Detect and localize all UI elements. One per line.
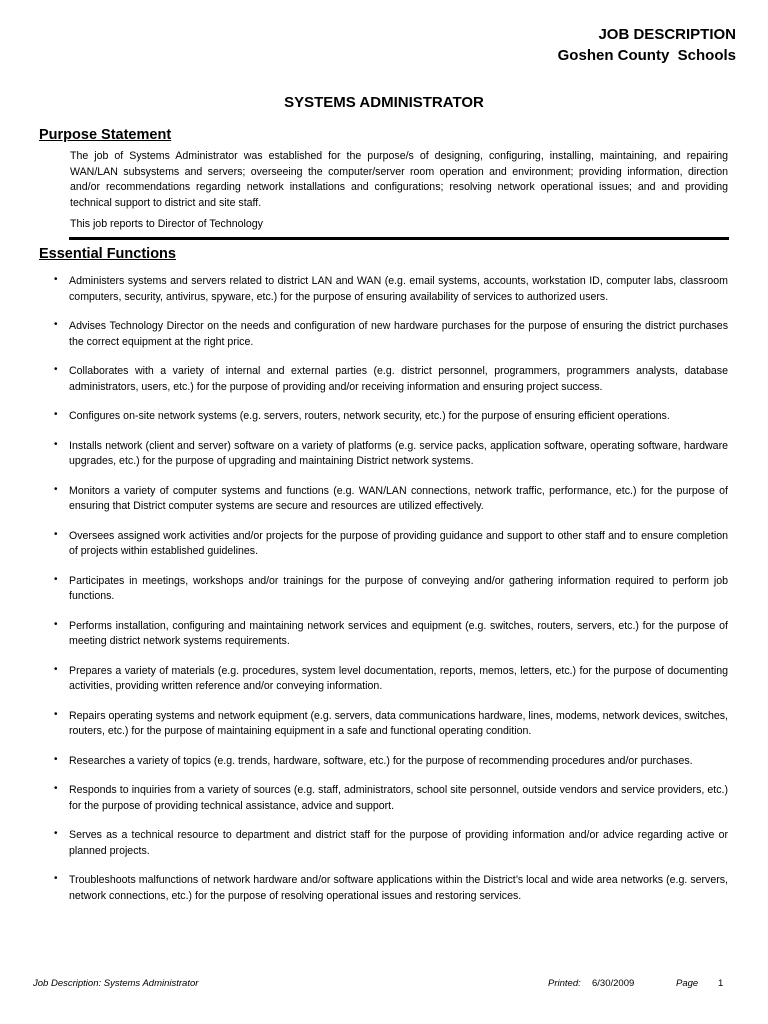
function-text: Participates in meetings, workshops and/or trainings for the purpose of conveying and/or gathering information required to perform job functions. [69, 574, 728, 602]
function-item [54, 409, 728, 425]
bullet-icon: • [54, 409, 58, 420]
function-item [54, 439, 728, 470]
bullet-icon: • [54, 319, 58, 330]
function-text: Troubleshoots malfunctions of network hardware and/or software applications within the District’s local and wide area networks (e.g. servers, network connections, etc.) for the purpose of resolving operational issues and restoring services. [69, 874, 728, 902]
bullet-icon: • [54, 873, 58, 884]
document-type-title: JOB DESCRIPTION [598, 26, 736, 43]
function-item [54, 828, 728, 859]
function-item [54, 319, 728, 350]
bullet-icon: • [54, 783, 58, 794]
function-text: Configures on-site network systems (e.g. servers, routers, network security, etc.) for the purpose of ensuring efficient operations. [69, 410, 670, 422]
function-item [54, 274, 728, 305]
bullet-icon: • [54, 663, 58, 675]
function-item [54, 709, 728, 740]
essential-functions-heading: Essential Functions [39, 246, 176, 262]
purpose-statement-heading: Purpose Statement [39, 127, 172, 143]
organization-name: Goshen County Schools [557, 47, 736, 64]
bullet-icon: • [54, 438, 58, 450]
footer-page-number: 1 [718, 978, 724, 989]
function-item [54, 484, 728, 515]
function-item [54, 873, 728, 904]
function-text: Advises Technology Director on the needs and configuration of new hardware purchases for the purpose of ensuring the district purchases the correct equipment at the right price. [69, 320, 728, 348]
bullet-icon: • [54, 528, 58, 540]
bullet-icon: • [54, 753, 58, 765]
purpose-statement-body: The job of Systems Administrator was established for the purpose/s of designing, configuring, installing, maintaining, and repairing WAN/LAN subsystems and servers; overseeing the computer/server room operation and environment; providing information, direction and/or recommendations regarding network installations and configurations; resolving network operational issues; and and providing technical support to district and site staff. [70, 150, 728, 209]
function-text: Performs installation, configuring and maintaining network services and equipment (e.g. switches, routers, servers, etc.) for the purpose of meeting district network systems requirements. [69, 619, 728, 647]
footer-printed-label: Printed: [548, 978, 581, 989]
footer-printed-date: 6/30/2009 [592, 978, 635, 989]
function-text: Prepares a variety of materials (e.g. procedures, system level documentation, reports, memos, letters, etc.) for the purpose of documenting activities, providing written reference and/or conveying information. [69, 664, 728, 692]
function-text: Administers systems and servers related to district LAN and WAN (e.g. email systems, accounts, workstation ID, computer labs, classroom computers, security, antivirus, spyware, etc.) for the purpose of ensuring availability of services to authorized users. [69, 275, 728, 303]
function-text: Serves as a technical resource to department and district staff for the purpose of providing information and/or advice regarding active or planned projects. [69, 829, 728, 857]
footer-page-label: Page [676, 978, 699, 989]
bullet-icon: • [54, 828, 58, 839]
function-item [54, 364, 728, 395]
reports-to-line: This job reports to Director of Technology [70, 218, 263, 230]
function-item [54, 754, 728, 770]
function-item [54, 619, 728, 650]
function-text: Researches a variety of topics (e.g. trends, hardware, software, etc.) for the purpose of recommending procedures and/or purchases. [69, 754, 693, 767]
bullet-icon: • [54, 274, 58, 285]
function-text: Repairs operating systems and network equipment (e.g. servers, data communications hardware, lines, modems, network devices, switches, routers, etc.) for the purpose of maintaining equipment in a safe and functional operating condition. [69, 709, 728, 737]
essential-functions-list [54, 274, 728, 918]
footer-document-label: Job Description: Systems Administrator [33, 978, 199, 989]
function-item [54, 574, 728, 605]
bullet-icon: • [54, 364, 58, 375]
bullet-icon: • [54, 618, 58, 630]
job-title: SYSTEMS ADMINISTRATOR [284, 94, 484, 111]
function-item [54, 529, 728, 560]
function-text: Monitors a variety of computer systems and functions (e.g. WAN/LAN connections, network traffic, performance, etc.) for the purpose of ensuring that District computer systems are secure and resources are utilized effectively. [69, 484, 728, 512]
function-item [54, 783, 728, 814]
section-divider [69, 237, 729, 240]
function-text: Installs network (client and server) software on a variety of platforms (e.g. service packs, application software, operating software, hardware upgrades, etc.) for the purpose of upgrading and maintaining District network systems. [69, 439, 728, 467]
document-header [558, 24, 736, 66]
function-text: Oversees assigned work activities and/or projects for the purpose of providing guidance and support to other staff and to ensure completion of projects within established guidelines. [69, 529, 728, 557]
bullet-icon: • [54, 573, 58, 585]
function-text: Responds to inquiries from a variety of sources (e.g. staff, administrators, school site personnel, outside vendors and service providers, etc.) for the purpose of providing technical assistance, advice and support. [69, 784, 728, 812]
bullet-icon: • [54, 708, 58, 720]
bullet-icon: • [54, 483, 58, 495]
function-item [54, 664, 728, 695]
function-text: Collaborates with a variety of internal and external parties (e.g. district personnel, programmers, programmers analysts, database administrators, users, etc.) for the purpose of providing and/or receiving information and ensuring project success. [69, 365, 728, 393]
